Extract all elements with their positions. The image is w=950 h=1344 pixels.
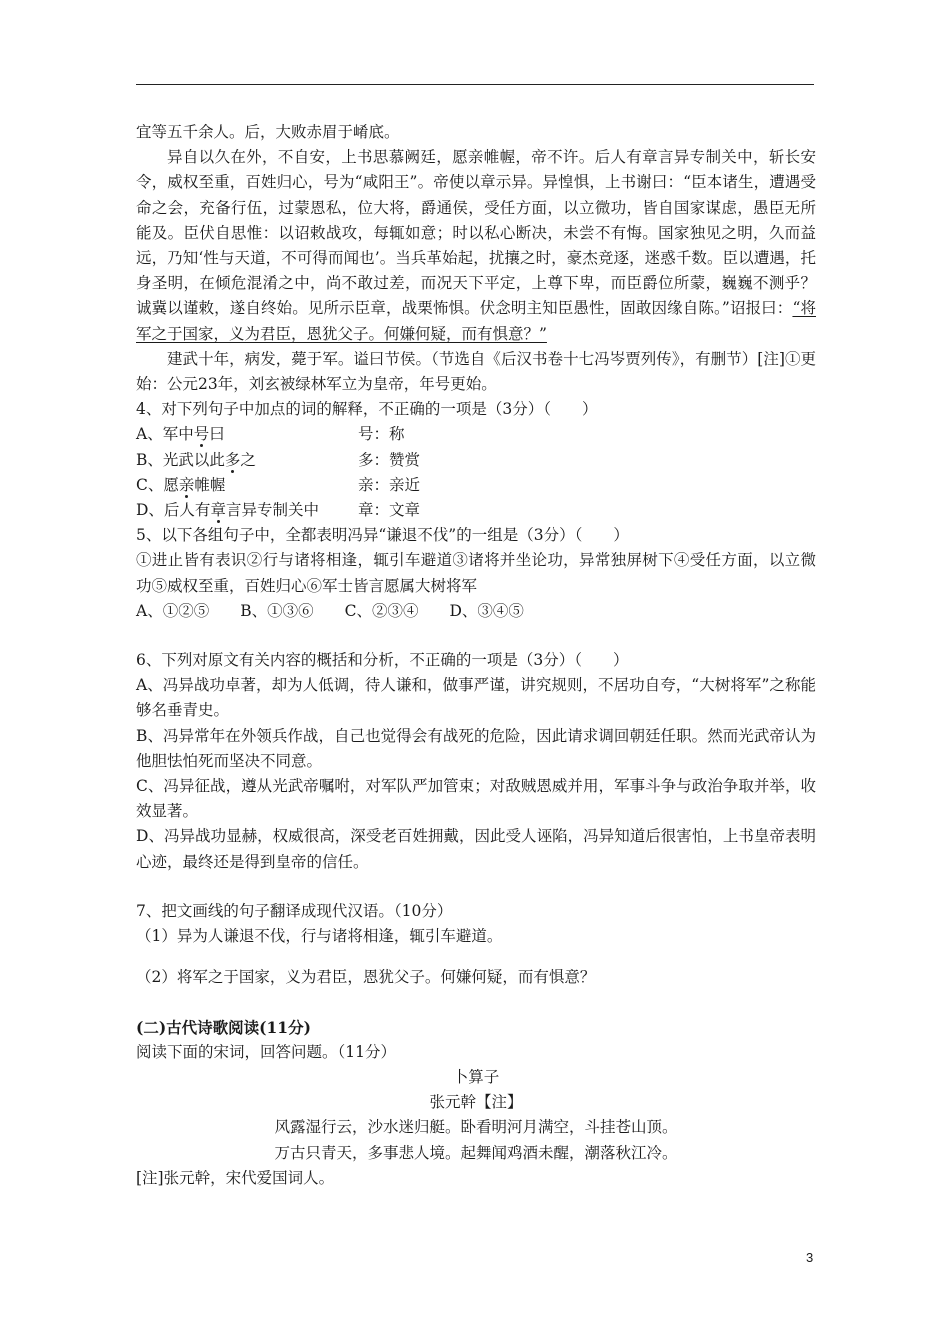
question-6-option-a: A、冯异战功卓著，却为人低调，待人谦和，做事严谨，讲究规则，不居功自夸，“大树将军”之称能够名垂青史。 [136, 676, 816, 720]
spacer [136, 624, 816, 648]
question-7-sentence-2: （2）将军之于国家，义为君臣，恩犹父子。何嫌何疑，而有惧意？ [136, 968, 596, 987]
poem-author: 张元幹【注】 [429, 1093, 523, 1112]
passage-paragraph [136, 145, 816, 347]
question-5-stem: 5、以下各组句子中，全都表明冯异“谦退不伐”的一组是（3分）（ ） [136, 526, 629, 545]
section-intro: 阅读下面的宋词，回答问题。（11分） [136, 1042, 396, 1061]
passage-text: 异自以久在外，不自安，上书思慕阙廷，愿亲帷幄，帝不许。后人有章言异专制关中，斩长安令，威权至重，百姓归心，号为“咸阳王”。帝使以章示异。异惶惧，上书谢曰：“臣本诸生，遭遇受命之会，充备行伍，过蒙恩私，位大将，爵通侯，受任方面，以立微功，皆自国家谋虑，愚臣无所能及。臣伏自思惟：以诏敕战攻，每辄如意；时以私心断决，未尝不有悔。国家独见之明，久而益远，乃知‘性与天道，不可得而闻也’。当兵革始起，扰攘之时，豪杰竞逐，迷惑千数。臣以遭遇，托身圣明，在倾危混淆之中，尚不敢过差，而况天下平定，上尊下卑，而臣爵位所蒙，巍巍不测乎？诚冀以谨敕，遂自终始。见所示臣章，战栗怖惧。伏念明主知臣愚性，固敢因缘自陈。”诏报曰： [136, 148, 816, 318]
option-sentence: D、后人有章言异专制关中 [136, 501, 319, 520]
option-explanation: 多：赞赏 [358, 450, 421, 469]
question-4-stem: 4、对下列句子中加点的词的解释，不正确的一项是（3分）（ ） [136, 400, 598, 419]
question-6-option-d: D、冯异战功显赫，权威很高，深受老百姓拥戴，因此受人诬陷，冯异知道后很害怕，上书皇帝表明心迹，最终还是得到皇帝的信任。 [136, 827, 816, 871]
question-5-options: A、①②⑤ B、①③⑥ C、②③④ D、③④⑤ [136, 601, 524, 620]
header-rule [136, 84, 814, 85]
question-6-option-b: B、冯异常年在外领兵作战，自己也觉得会有战死的危险，因此请求调回朝廷任职。然而光武帝认为他胆怯怕死而坚决不同意。 [136, 726, 816, 770]
question-4-option-a [136, 422, 816, 447]
spacer [136, 875, 816, 899]
dotted-word: 章 [210, 501, 226, 520]
question-6-stem: 6、下列对原文有关内容的概括和分析，不正确的一项是（3分）（ ） [136, 651, 629, 670]
passage-line: 宜等五千余人。后，大败赤眉于崤底。 [136, 123, 400, 141]
question-7-stem: 7、把文画线的句子翻译成现代汉语。（10分） [136, 901, 453, 920]
question-5-items: ①进止皆有表识②行与诸将相逢，辄引车避道③诸将并坐论功，异常独屏树下④受任方面，以立微功⑤威权至重，百姓归心⑥军士皆言愿属大树将军 [136, 551, 816, 595]
question-4-option-c [136, 473, 816, 498]
question-6-option-c: C、冯异征战，遵从光武帝嘱咐，对军队严加管束；对敌贼恩威并用，军事斗争与政治争取并举，收效显著。 [136, 777, 816, 821]
poem-line: 风露湿行云，沙水迷归艇。卧看明河月满空，斗挂苍山顶。 [274, 1118, 678, 1137]
spacer [136, 991, 816, 1015]
poem-note: [注]张元幹，宋代爱国词人。 [136, 1168, 335, 1187]
question-4-option-b [136, 448, 816, 473]
option-sentence: B、光武以此多之 [136, 450, 256, 469]
dotted-word: 号 [193, 425, 210, 444]
question-7-sentence-1: （1）异为人谦退不伐，行与诸将相逢，辄引车避道。 [136, 927, 503, 946]
dotted-word: 多 [224, 450, 241, 469]
question-4-option-d [136, 498, 816, 523]
option-explanation: 章：文章 [358, 501, 421, 520]
option-sentence: C、愿亲帷幄 [136, 475, 226, 494]
option-explanation: 亲：亲近 [358, 475, 421, 494]
underlined-sentence: “将军之于国家，义为君臣，恩犹父子。何嫌何疑，而有惧意？” [136, 299, 816, 343]
poem-title: 卜算子 [452, 1067, 500, 1086]
page-number: 3 [806, 1250, 814, 1265]
spacer [136, 949, 816, 965]
exam-page [136, 120, 816, 1191]
option-sentence: A、军中号曰 [136, 425, 225, 444]
poem-line: 万古只青天，多事悲人境。起舞闻鸡酒未醒，潮落秋江冷。 [274, 1143, 678, 1162]
section-heading: (二)古代诗歌阅读(11分) [136, 1017, 311, 1037]
passage-paragraph-end: 建武十年，病发，薨于军。谥曰节侯。（节选自《后汉书卷十七冯岑贾列传》，有删节）[注]①更始：公元23年，刘玄被绿林军立为皇帝，年号更始。 [136, 349, 816, 394]
dotted-word: 亲 [178, 475, 195, 494]
option-explanation: 号：称 [358, 425, 405, 444]
